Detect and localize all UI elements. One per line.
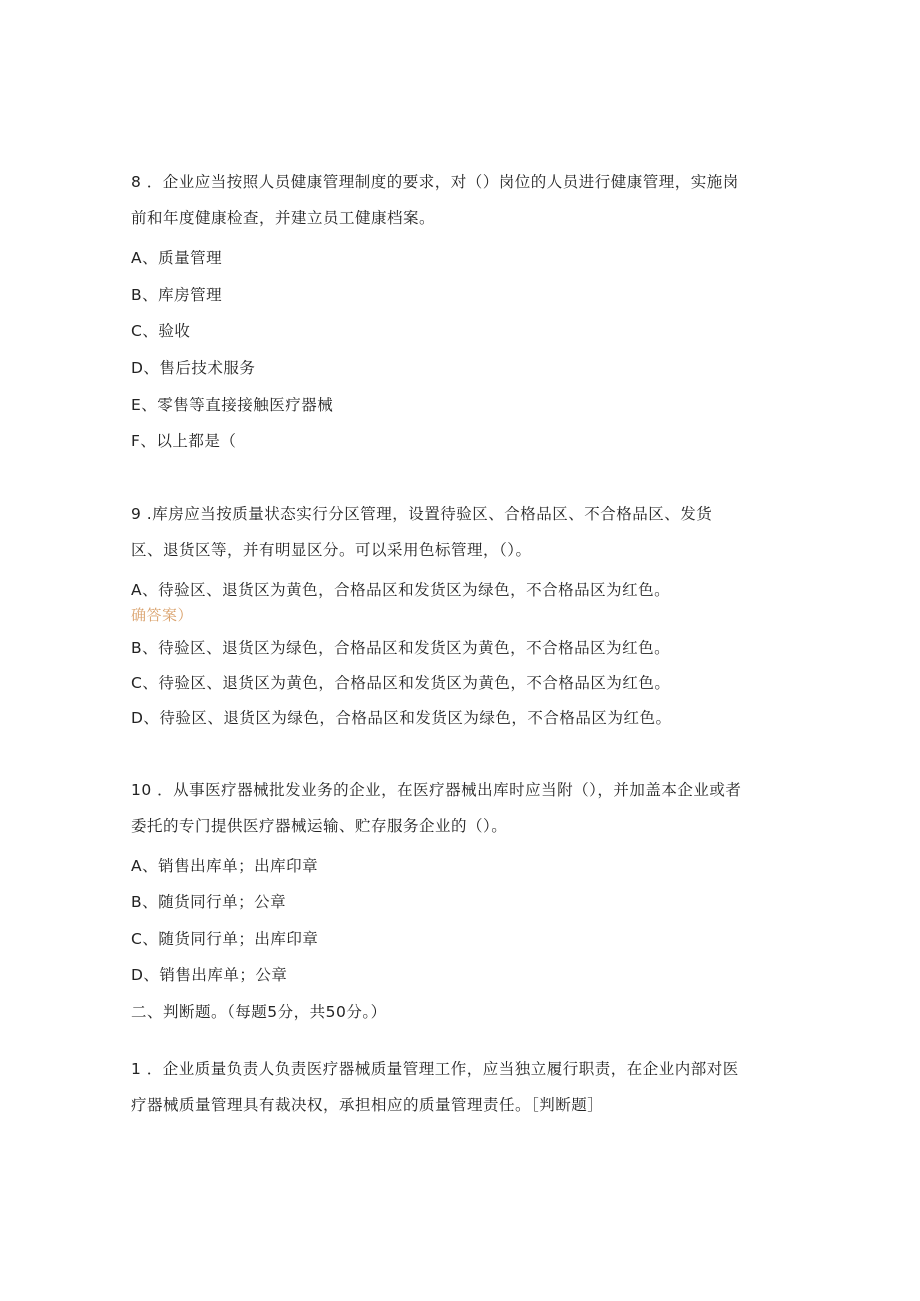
q10-stem-line1: 10 ．从事医疗器械批发业务的企业，在医疗器械出库时应当附（），并加盖本企业或者 [131,781,742,799]
q8-option-f: F、以上都是（ [131,432,237,450]
q10-option-a: A、销售出库单；出库印章 [131,857,319,875]
q10-option-b: B、随货同行单；公章 [131,893,287,911]
q8-option-c: C、验收 [131,322,191,340]
q10-option-d: D、销售出库单；公章 [131,966,288,984]
q9-option-a: A、待验区、退货区为黄色，合格品区和发货区为绿色，不合格品区为红色。 [131,581,671,599]
q8-option-d: D、售后技术服务 [131,359,256,377]
q8-option-e: E、零售等直接接触医疗器械 [131,396,334,414]
q9-option-b: B、待验区、退货区为绿色，合格品区和发货区为黄色，不合格品区为红色。 [131,639,671,657]
q8-stem-line2: 前和年度健康检查，并建立员工健康档案。 [131,209,436,227]
tf-q1-line1: 1 ．企业质量负责人负责医疗器械质量管理工作，应当独立履行职责，在企业内部对医 [131,1060,739,1078]
q9-option-c: C、待验区、退货区为黄色，合格品区和发货区为黄色，不合格品区为红色。 [131,674,671,692]
q9-stem-line2: 区、退货区等，并有明显区分。可以采用色标管理，（）。 [131,541,532,559]
q10-stem-line2: 委托的专门提供医疗器械运输、贮存服务企业的（）。 [131,817,508,835]
q8-option-a: A、质量管理 [131,249,223,267]
q9-answer-note: 确答案） [131,606,194,624]
q9-option-d: D、待验区、退货区为绿色，合格品区和发货区为绿色，不合格品区为红色。 [131,709,672,727]
section2-heading: 二、判断题。（每题5分，共50分。） [131,1003,387,1021]
tf-q1-line2: 疗器械质量管理具有裁决权，承担相应的质量管理责任。［判断题］ [131,1096,604,1114]
q8-stem-line1: 8 ．企业应当按照人员健康管理制度的要求，对（）岗位的人员进行健康管理，实施岗 [131,173,739,191]
q8-option-b: B、库房管理 [131,286,223,304]
q9-stem-line1: 9 .库房应当按质量状态实行分区管理，设置待验区、合格品区、不合格品区、发货 [131,505,713,523]
q10-option-c: C、随货同行单；出库印章 [131,930,319,948]
